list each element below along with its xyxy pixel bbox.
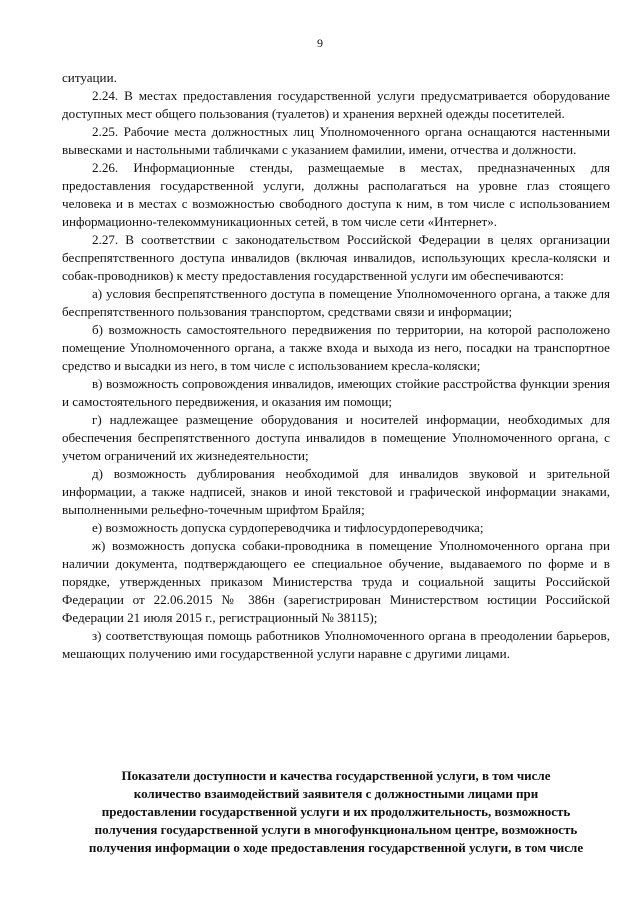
heading-line: получения информации о ходе предоставления государственной услуги, в том числе bbox=[88, 840, 584, 855]
paragraph-2-25: 2.25. Рабочие места должностных лиц Уполномоченного органа оснащаются настенными вывесками и настольными табличками с указанием фамилии, имени, отчества и должности. bbox=[62, 124, 610, 157]
paragraph-continuation: ситуации. bbox=[62, 70, 117, 85]
heading-line: получения государственной услуги в многофункциональном центре, возможность bbox=[94, 822, 578, 837]
list-item-zh: ж) возможность допуска собаки-проводника в помещение Уполномоченного органа при наличии документа, подтверждающего ее специальное обучение, выдаваемого по форме и в порядке, утвержденных приказом Министерства труда и социальной защиты Российской Федерации от 22.06.2015 № 386н (зарегистрирован Министерством юстиции Российской Федерации 21 июля 2015 г., регистрационный № 38115); bbox=[62, 538, 610, 625]
list-item-v: в) возможность сопровождения инвалидов, имеющих стойкие расстройства функции зрения и самостоятельного передвижения, и оказания им помощи; bbox=[62, 376, 610, 409]
body-text bbox=[62, 69, 610, 663]
list-item-g: г) надлежащее размещение оборудования и носителей информации, необходимых для обеспечения беспрепятственного доступа инвалидов в помещение Уполномоченного органа, с учетом ограничений их жизнедеятельности; bbox=[62, 412, 610, 463]
list-item-a: а) условия беспрепятственного доступа в помещение Уполномоченного органа, а также для беспрепятственного пользования транспортом, средствами связи и информации; bbox=[62, 286, 610, 319]
heading-line: предоставлении государственной услуги и их продолжительность, возможность bbox=[101, 804, 571, 819]
heading-line: Показатели доступности и качества государственной услуги, в том числе bbox=[121, 768, 551, 783]
paragraph-2-26: 2.26. Информационные стенды, размещаемые в местах, предназначенных для предоставления государственной услуги, должны располагаться на уровне глаз стоящего человека и в местах с возможностью свободного доступа к ним, в том числе с использованием информационно-телекоммуникационных сетей, в том числе сети «Интернет». bbox=[62, 160, 610, 229]
page-number: 9 bbox=[317, 36, 323, 50]
paragraph-2-24: 2.24. В местах предоставления государственной услуги предусматривается оборудование доступных мест общего пользования (туалетов) и хранения верхней одежды посетителей. bbox=[62, 88, 610, 121]
list-item-d: д) возможность дублирования необходимой для инвалидов звуковой и зрительной информации, а также надписей, знаков и иной текстовой и графической информации знаками, выполненными рельефно-точечным шрифтом Брайля; bbox=[62, 466, 610, 517]
paragraph-2-27: 2.27. В соответствии с законодательством Российской Федерации в целях организации беспрепятственного доступа инвалидов (включая инвалидов, использующих кресла-коляски и собак-проводников) к месту предоставления государственной услуги им обеспечиваются: bbox=[62, 232, 610, 283]
section-heading bbox=[62, 767, 610, 857]
list-item-z: з) соответствующая помощь работников Уполномоченного органа в преодолении барьеров, мешающих получению ими государственной услуги наравне с другими лицами. bbox=[62, 628, 610, 661]
list-item-e: е) возможность допуска сурдопереводчика и тифлосурдопереводчика; bbox=[92, 520, 484, 535]
list-item-b: б) возможность самостоятельного передвижения по территории, на которой расположено помещение Уполномоченного органа, а также входа и выхода из него, посадки на транспортное средство и высадки из него, в том числе с использованием кресла-коляски; bbox=[62, 322, 610, 373]
heading-line: количество взаимодействий заявителя с должностными лицами при bbox=[133, 786, 539, 801]
